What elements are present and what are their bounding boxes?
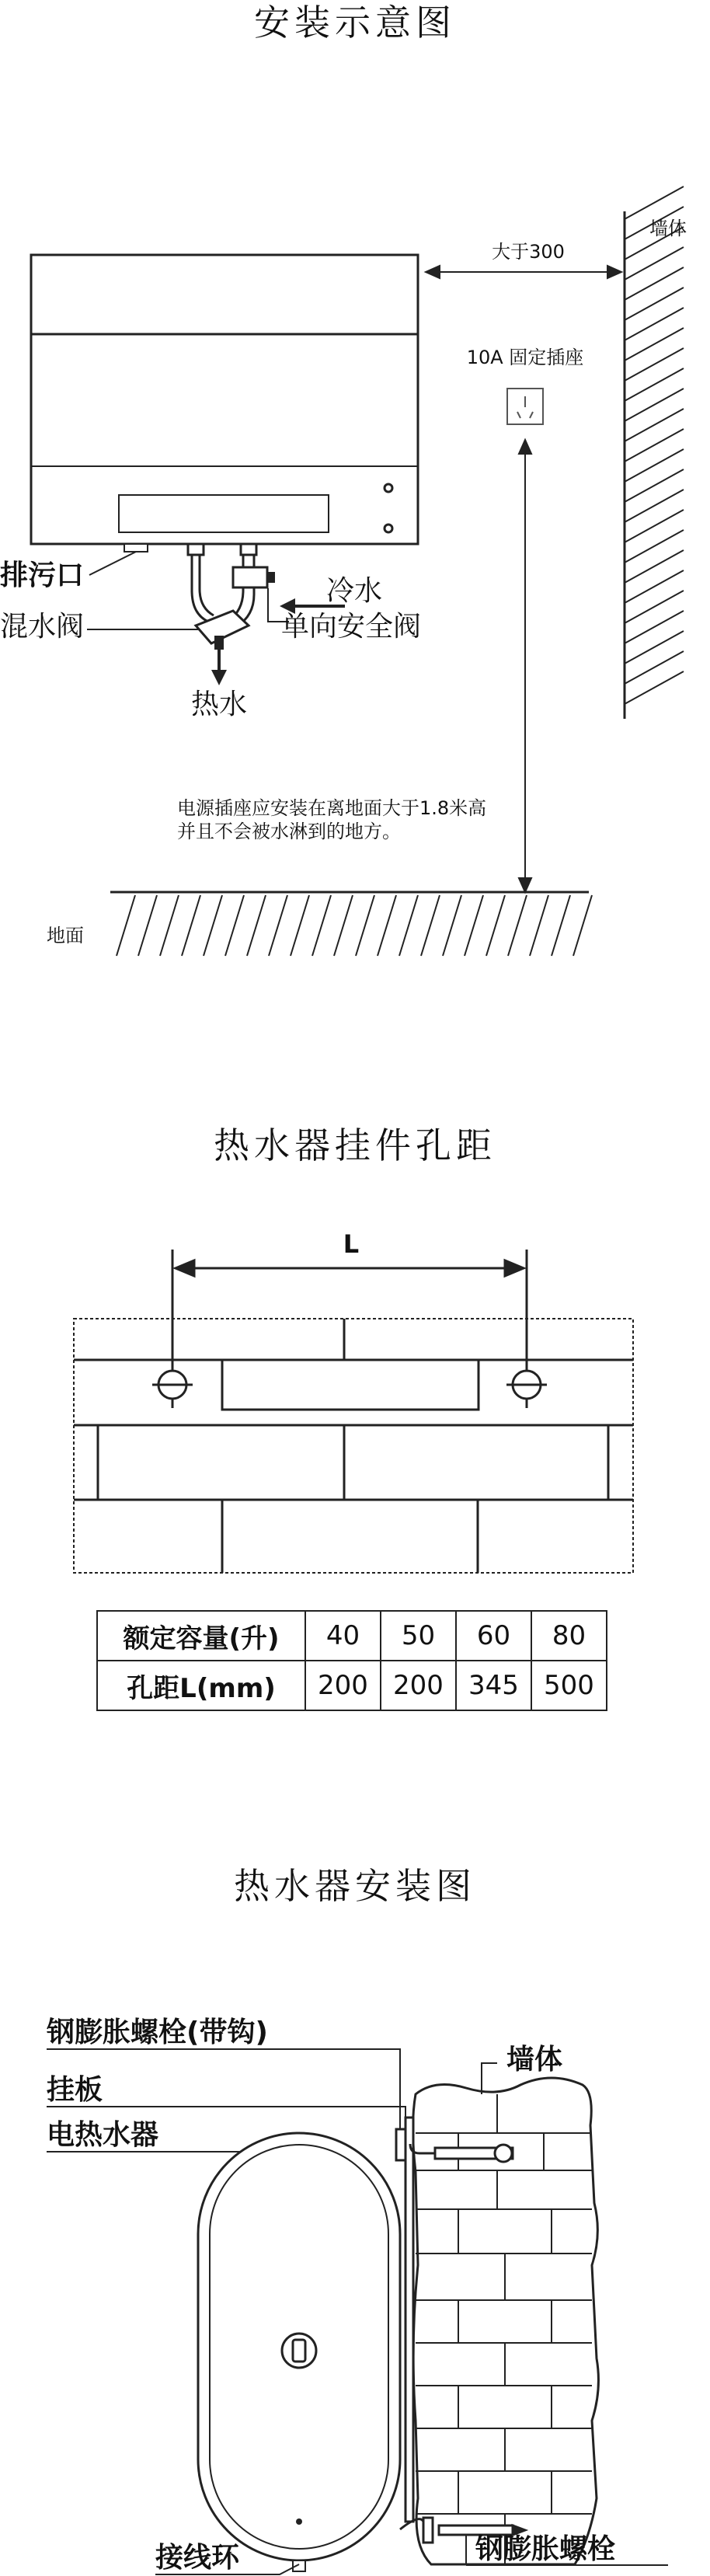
- distance-label: 大于300: [492, 241, 565, 263]
- thermostat-knob-icon: [282, 2334, 316, 2368]
- mounting-hole-right: [506, 1371, 547, 1399]
- heater-label: 电热水器: [47, 2119, 159, 2151]
- drain-label: 排污口: [0, 559, 85, 591]
- mix-valve-label: 混水阀: [0, 611, 85, 643]
- capacity-header: 额定容量(升): [97, 1611, 305, 1661]
- table-row: [97, 1611, 607, 1661]
- water-heater-front: [31, 255, 418, 544]
- side-install-title: 热水器安装图: [234, 1865, 476, 1907]
- table-cell: 200: [305, 1661, 381, 1710]
- table-cell: 60: [456, 1611, 531, 1661]
- wall-side-label: 墙体: [506, 2044, 563, 2076]
- socket-icon: [507, 389, 543, 424]
- table-row: [97, 1661, 607, 1710]
- cold-water-label: 冷水: [326, 575, 383, 607]
- wall-hatch: [625, 186, 684, 704]
- plate-label: 挂板: [47, 2074, 103, 2106]
- installation-diagram: [0, 0, 710, 1010]
- mixing-valve-icon: [196, 611, 249, 650]
- safety-valve-icon: [233, 567, 275, 587]
- mounting-hole-left: [152, 1371, 193, 1399]
- table-cell: 500: [531, 1661, 607, 1710]
- table-cell: 40: [305, 1611, 381, 1661]
- hook-bolt-label: 钢膨胀螺栓(带钩): [47, 2017, 268, 2048]
- wall-label: 墙体: [649, 218, 687, 239]
- hole-spacing-title: 热水器挂件孔距: [214, 1124, 496, 1166]
- ring-label: 接线环: [155, 2542, 240, 2574]
- drain-outlet: [124, 544, 148, 552]
- installation-title: 安装示意图: [254, 2, 456, 44]
- socket-note-line1: 电源插座应安装在离地面大于1.8米高: [177, 797, 487, 819]
- floor-hatch: [117, 895, 592, 956]
- spacing-table: [96, 1610, 607, 1711]
- spacing-header: 孔距L(mm): [97, 1661, 305, 1710]
- side-install-diagram: [0, 1799, 710, 2576]
- distance-dimension: [426, 266, 621, 278]
- dimension-label: L: [343, 1229, 360, 1259]
- hot-water-label: 热水: [190, 688, 248, 720]
- brick-wall: [74, 1319, 633, 1573]
- dimension-line: [172, 1250, 527, 1408]
- table-cell: 345: [456, 1661, 531, 1710]
- socket-label: 10A 固定插座: [466, 347, 584, 368]
- socket-note-line2: 并且不会被水淋到的地方。: [177, 821, 401, 842]
- table-cell: 80: [531, 1611, 607, 1661]
- table-cell: 200: [381, 1661, 456, 1710]
- hot-water-arrow: [211, 650, 227, 685]
- floor-label: 地面: [47, 925, 84, 946]
- safety-valve-label: 单向安全阀: [281, 611, 422, 643]
- hole-spacing-diagram: [0, 1088, 710, 1663]
- table-cell: 50: [381, 1611, 456, 1661]
- expansion-bolt-label: 钢膨胀螺栓: [475, 2533, 616, 2565]
